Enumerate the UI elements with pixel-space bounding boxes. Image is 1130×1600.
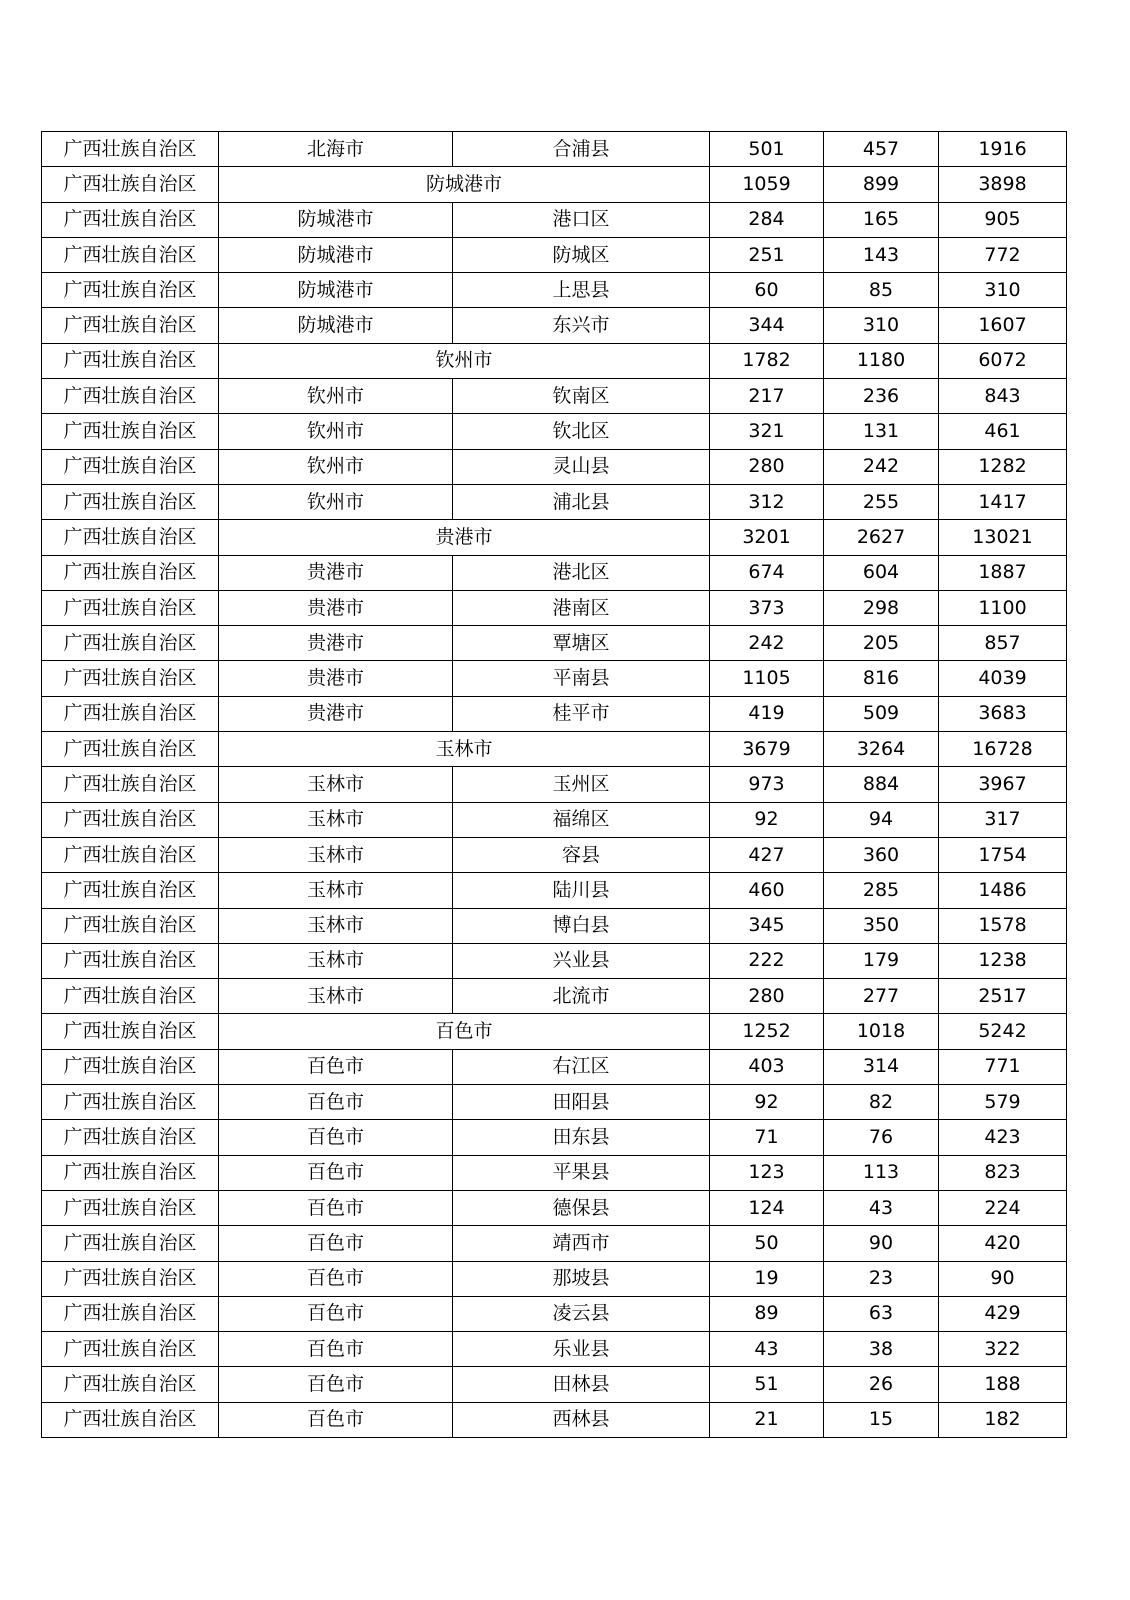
- city-cell: 钦州市: [219, 379, 453, 414]
- value-cell-1: 1782: [710, 343, 824, 378]
- value-cell-1: 973: [710, 767, 824, 802]
- county-cell: 西林县: [453, 1402, 710, 1437]
- value-cell-3: 420: [939, 1226, 1067, 1261]
- value-cell-2: 350: [824, 908, 939, 943]
- city-total-cell: 防城港市: [219, 167, 710, 202]
- value-cell-2: 3264: [824, 732, 939, 767]
- province-cell: 广西壮族自治区: [42, 1120, 219, 1155]
- county-cell: 靖西市: [453, 1226, 710, 1261]
- city-cell: 百色市: [219, 1367, 453, 1402]
- county-cell: 浦北县: [453, 484, 710, 519]
- value-cell-2: 85: [824, 273, 939, 308]
- value-cell-2: 131: [824, 414, 939, 449]
- table-row: [42, 379, 1067, 414]
- value-cell-1: 217: [710, 379, 824, 414]
- county-cell: 港北区: [453, 555, 710, 590]
- city-cell: 钦州市: [219, 414, 453, 449]
- value-cell-3: 461: [939, 414, 1067, 449]
- value-cell-3: 1916: [939, 132, 1067, 167]
- province-cell: 广西壮族自治区: [42, 237, 219, 272]
- table-row: [42, 590, 1067, 625]
- value-cell-3: 1417: [939, 484, 1067, 519]
- province-cell: 广西壮族自治区: [42, 449, 219, 484]
- value-cell-3: 317: [939, 802, 1067, 837]
- value-cell-1: 51: [710, 1367, 824, 1402]
- city-cell: 百色市: [219, 1085, 453, 1120]
- city-cell: 百色市: [219, 1261, 453, 1296]
- county-cell: 上思县: [453, 273, 710, 308]
- county-cell: 那坡县: [453, 1261, 710, 1296]
- county-cell: 田林县: [453, 1367, 710, 1402]
- city-cell: 贵港市: [219, 626, 453, 661]
- table-row: [42, 449, 1067, 484]
- value-cell-1: 50: [710, 1226, 824, 1261]
- value-cell-2: 43: [824, 1190, 939, 1225]
- value-cell-3: 310: [939, 273, 1067, 308]
- value-cell-2: 165: [824, 202, 939, 237]
- province-cell: 广西壮族自治区: [42, 1085, 219, 1120]
- value-cell-1: 280: [710, 979, 824, 1014]
- province-cell: 广西壮族自治区: [42, 873, 219, 908]
- city-cell: 百色市: [219, 1120, 453, 1155]
- province-cell: 广西壮族自治区: [42, 1155, 219, 1190]
- city-cell: 百色市: [219, 1049, 453, 1084]
- province-cell: 广西壮族自治区: [42, 802, 219, 837]
- value-cell-3: 1607: [939, 308, 1067, 343]
- value-cell-2: 38: [824, 1332, 939, 1367]
- value-cell-3: 1238: [939, 943, 1067, 978]
- value-cell-1: 460: [710, 873, 824, 908]
- table-row: [42, 802, 1067, 837]
- county-cell: 凌云县: [453, 1296, 710, 1331]
- value-cell-2: 277: [824, 979, 939, 1014]
- province-cell: 广西壮族自治区: [42, 1296, 219, 1331]
- province-cell: 广西壮族自治区: [42, 626, 219, 661]
- value-cell-3: 579: [939, 1085, 1067, 1120]
- province-cell: 广西壮族自治区: [42, 1049, 219, 1084]
- value-cell-3: 772: [939, 237, 1067, 272]
- statistics-table: [41, 131, 1067, 1438]
- county-cell: 钦北区: [453, 414, 710, 449]
- city-cell: 百色市: [219, 1402, 453, 1437]
- value-cell-3: 90: [939, 1261, 1067, 1296]
- city-cell: 玉林市: [219, 873, 453, 908]
- table-row: [42, 1367, 1067, 1402]
- province-cell: 广西壮族自治区: [42, 414, 219, 449]
- value-cell-1: 124: [710, 1190, 824, 1225]
- value-cell-1: 89: [710, 1296, 824, 1331]
- value-cell-1: 92: [710, 1085, 824, 1120]
- city-cell: 贵港市: [219, 696, 453, 731]
- province-cell: 广西壮族自治区: [42, 1402, 219, 1437]
- value-cell-3: 423: [939, 1120, 1067, 1155]
- province-cell: 广西壮族自治区: [42, 202, 219, 237]
- city-cell: 钦州市: [219, 484, 453, 519]
- value-cell-3: 16728: [939, 732, 1067, 767]
- county-cell: 福绵区: [453, 802, 710, 837]
- value-cell-3: 771: [939, 1049, 1067, 1084]
- table-row: [42, 484, 1067, 519]
- city-cell: 百色市: [219, 1296, 453, 1331]
- value-cell-1: 92: [710, 802, 824, 837]
- value-cell-3: 13021: [939, 520, 1067, 555]
- value-cell-2: 63: [824, 1296, 939, 1331]
- province-cell: 广西壮族自治区: [42, 520, 219, 555]
- city-summary-row: [42, 1014, 1067, 1049]
- county-cell: 港口区: [453, 202, 710, 237]
- table-row: [42, 308, 1067, 343]
- city-total-cell: 玉林市: [219, 732, 710, 767]
- province-cell: 广西壮族自治区: [42, 1014, 219, 1049]
- value-cell-1: 284: [710, 202, 824, 237]
- value-cell-1: 60: [710, 273, 824, 308]
- county-cell: 平南县: [453, 661, 710, 696]
- county-cell: 右江区: [453, 1049, 710, 1084]
- value-cell-2: 90: [824, 1226, 939, 1261]
- county-cell: 防城区: [453, 237, 710, 272]
- city-cell: 玉林市: [219, 908, 453, 943]
- table-row: [42, 1049, 1067, 1084]
- county-cell: 乐业县: [453, 1332, 710, 1367]
- province-cell: 广西壮族自治区: [42, 590, 219, 625]
- value-cell-2: 15: [824, 1402, 939, 1437]
- table-row: [42, 1085, 1067, 1120]
- city-summary-row: [42, 732, 1067, 767]
- province-cell: 广西壮族自治区: [42, 555, 219, 590]
- province-cell: 广西壮族自治区: [42, 908, 219, 943]
- province-cell: 广西壮族自治区: [42, 1226, 219, 1261]
- value-cell-2: 179: [824, 943, 939, 978]
- value-cell-2: 457: [824, 132, 939, 167]
- province-cell: 广西壮族自治区: [42, 132, 219, 167]
- table-row: [42, 696, 1067, 731]
- value-cell-3: 224: [939, 1190, 1067, 1225]
- value-cell-3: 3967: [939, 767, 1067, 802]
- value-cell-3: 1486: [939, 873, 1067, 908]
- table-row: [42, 1261, 1067, 1296]
- county-cell: 灵山县: [453, 449, 710, 484]
- value-cell-2: 285: [824, 873, 939, 908]
- value-cell-1: 345: [710, 908, 824, 943]
- value-cell-1: 3201: [710, 520, 824, 555]
- city-cell: 玉林市: [219, 943, 453, 978]
- value-cell-1: 43: [710, 1332, 824, 1367]
- value-cell-2: 76: [824, 1120, 939, 1155]
- value-cell-2: 314: [824, 1049, 939, 1084]
- value-cell-2: 298: [824, 590, 939, 625]
- city-cell: 贵港市: [219, 555, 453, 590]
- city-cell: 防城港市: [219, 202, 453, 237]
- county-cell: 容县: [453, 837, 710, 872]
- city-cell: 玉林市: [219, 767, 453, 802]
- value-cell-2: 26: [824, 1367, 939, 1402]
- value-cell-2: 242: [824, 449, 939, 484]
- city-cell: 防城港市: [219, 308, 453, 343]
- county-cell: 桂平市: [453, 696, 710, 731]
- table-row: [42, 1296, 1067, 1331]
- value-cell-3: 905: [939, 202, 1067, 237]
- county-cell: 平果县: [453, 1155, 710, 1190]
- province-cell: 广西壮族自治区: [42, 308, 219, 343]
- province-cell: 广西壮族自治区: [42, 943, 219, 978]
- province-cell: 广西壮族自治区: [42, 1367, 219, 1402]
- province-cell: 广西壮族自治区: [42, 767, 219, 802]
- county-cell: 合浦县: [453, 132, 710, 167]
- value-cell-1: 19: [710, 1261, 824, 1296]
- city-cell: 百色市: [219, 1190, 453, 1225]
- province-cell: 广西壮族自治区: [42, 167, 219, 202]
- table-row: [42, 1402, 1067, 1437]
- county-cell: 田东县: [453, 1120, 710, 1155]
- value-cell-1: 71: [710, 1120, 824, 1155]
- table-row: [42, 767, 1067, 802]
- value-cell-1: 419: [710, 696, 824, 731]
- province-cell: 广西壮族自治区: [42, 732, 219, 767]
- value-cell-2: 604: [824, 555, 939, 590]
- table-row: [42, 1155, 1067, 1190]
- value-cell-3: 6072: [939, 343, 1067, 378]
- value-cell-1: 280: [710, 449, 824, 484]
- value-cell-3: 823: [939, 1155, 1067, 1190]
- value-cell-2: 2627: [824, 520, 939, 555]
- county-cell: 玉州区: [453, 767, 710, 802]
- value-cell-1: 21: [710, 1402, 824, 1437]
- province-cell: 广西壮族自治区: [42, 273, 219, 308]
- value-cell-3: 4039: [939, 661, 1067, 696]
- value-cell-3: 843: [939, 379, 1067, 414]
- province-cell: 广西壮族自治区: [42, 484, 219, 519]
- province-cell: 广西壮族自治区: [42, 1332, 219, 1367]
- value-cell-1: 373: [710, 590, 824, 625]
- city-cell: 防城港市: [219, 273, 453, 308]
- county-cell: 德保县: [453, 1190, 710, 1225]
- value-cell-3: 1282: [939, 449, 1067, 484]
- value-cell-2: 1180: [824, 343, 939, 378]
- city-cell: 防城港市: [219, 237, 453, 272]
- city-total-cell: 钦州市: [219, 343, 710, 378]
- value-cell-2: 113: [824, 1155, 939, 1190]
- value-cell-3: 2517: [939, 979, 1067, 1014]
- county-cell: 博白县: [453, 908, 710, 943]
- county-cell: 东兴市: [453, 308, 710, 343]
- table-row: [42, 1120, 1067, 1155]
- province-cell: 广西壮族自治区: [42, 837, 219, 872]
- value-cell-1: 403: [710, 1049, 824, 1084]
- province-cell: 广西壮族自治区: [42, 1190, 219, 1225]
- city-cell: 贵港市: [219, 661, 453, 696]
- value-cell-2: 509: [824, 696, 939, 731]
- city-cell: 玉林市: [219, 979, 453, 1014]
- table-row: [42, 908, 1067, 943]
- value-cell-1: 427: [710, 837, 824, 872]
- city-total-cell: 贵港市: [219, 520, 710, 555]
- value-cell-2: 884: [824, 767, 939, 802]
- value-cell-1: 1059: [710, 167, 824, 202]
- city-cell: 百色市: [219, 1155, 453, 1190]
- county-cell: 北流市: [453, 979, 710, 1014]
- value-cell-1: 344: [710, 308, 824, 343]
- value-cell-1: 1105: [710, 661, 824, 696]
- city-cell: 北海市: [219, 132, 453, 167]
- value-cell-1: 321: [710, 414, 824, 449]
- table-row: [42, 1226, 1067, 1261]
- county-cell: 陆川县: [453, 873, 710, 908]
- value-cell-3: 5242: [939, 1014, 1067, 1049]
- city-cell: 百色市: [219, 1332, 453, 1367]
- table-row: [42, 661, 1067, 696]
- table-row: [42, 979, 1067, 1014]
- value-cell-2: 255: [824, 484, 939, 519]
- province-cell: 广西壮族自治区: [42, 979, 219, 1014]
- value-cell-3: 1887: [939, 555, 1067, 590]
- value-cell-3: 1100: [939, 590, 1067, 625]
- value-cell-1: 123: [710, 1155, 824, 1190]
- value-cell-2: 899: [824, 167, 939, 202]
- table-row: [42, 414, 1067, 449]
- value-cell-2: 310: [824, 308, 939, 343]
- county-cell: 兴业县: [453, 943, 710, 978]
- value-cell-3: 322: [939, 1332, 1067, 1367]
- value-cell-3: 3683: [939, 696, 1067, 731]
- table-row: [42, 555, 1067, 590]
- province-cell: 广西壮族自治区: [42, 1261, 219, 1296]
- table-row: [42, 237, 1067, 272]
- city-total-cell: 百色市: [219, 1014, 710, 1049]
- table-row: [42, 202, 1067, 237]
- value-cell-1: 222: [710, 943, 824, 978]
- table-body: [42, 132, 1067, 1438]
- value-cell-3: 857: [939, 626, 1067, 661]
- table-row: [42, 943, 1067, 978]
- value-cell-2: 360: [824, 837, 939, 872]
- table-row: [42, 132, 1067, 167]
- value-cell-2: 816: [824, 661, 939, 696]
- county-cell: 田阳县: [453, 1085, 710, 1120]
- table-row: [42, 626, 1067, 661]
- table-row: [42, 1190, 1067, 1225]
- value-cell-2: 23: [824, 1261, 939, 1296]
- county-cell: 覃塘区: [453, 626, 710, 661]
- city-cell: 钦州市: [219, 449, 453, 484]
- value-cell-1: 242: [710, 626, 824, 661]
- value-cell-2: 1018: [824, 1014, 939, 1049]
- value-cell-3: 182: [939, 1402, 1067, 1437]
- city-summary-row: [42, 343, 1067, 378]
- city-cell: 玉林市: [219, 802, 453, 837]
- province-cell: 广西壮族自治区: [42, 343, 219, 378]
- value-cell-3: 429: [939, 1296, 1067, 1331]
- value-cell-3: 188: [939, 1367, 1067, 1402]
- value-cell-2: 205: [824, 626, 939, 661]
- county-cell: 港南区: [453, 590, 710, 625]
- city-cell: 玉林市: [219, 837, 453, 872]
- county-cell: 钦南区: [453, 379, 710, 414]
- province-cell: 广西壮族自治区: [42, 696, 219, 731]
- table-row: [42, 273, 1067, 308]
- table-row: [42, 837, 1067, 872]
- city-summary-row: [42, 167, 1067, 202]
- value-cell-2: 94: [824, 802, 939, 837]
- province-cell: 广西壮族自治区: [42, 661, 219, 696]
- value-cell-1: 501: [710, 132, 824, 167]
- value-cell-1: 3679: [710, 732, 824, 767]
- value-cell-2: 236: [824, 379, 939, 414]
- value-cell-3: 1754: [939, 837, 1067, 872]
- table-row: [42, 873, 1067, 908]
- province-cell: 广西壮族自治区: [42, 379, 219, 414]
- value-cell-3: 3898: [939, 167, 1067, 202]
- table-row: [42, 1332, 1067, 1367]
- value-cell-2: 143: [824, 237, 939, 272]
- value-cell-2: 82: [824, 1085, 939, 1120]
- city-summary-row: [42, 520, 1067, 555]
- city-cell: 贵港市: [219, 590, 453, 625]
- value-cell-3: 1578: [939, 908, 1067, 943]
- value-cell-1: 251: [710, 237, 824, 272]
- city-cell: 百色市: [219, 1226, 453, 1261]
- value-cell-1: 1252: [710, 1014, 824, 1049]
- value-cell-1: 312: [710, 484, 824, 519]
- value-cell-1: 674: [710, 555, 824, 590]
